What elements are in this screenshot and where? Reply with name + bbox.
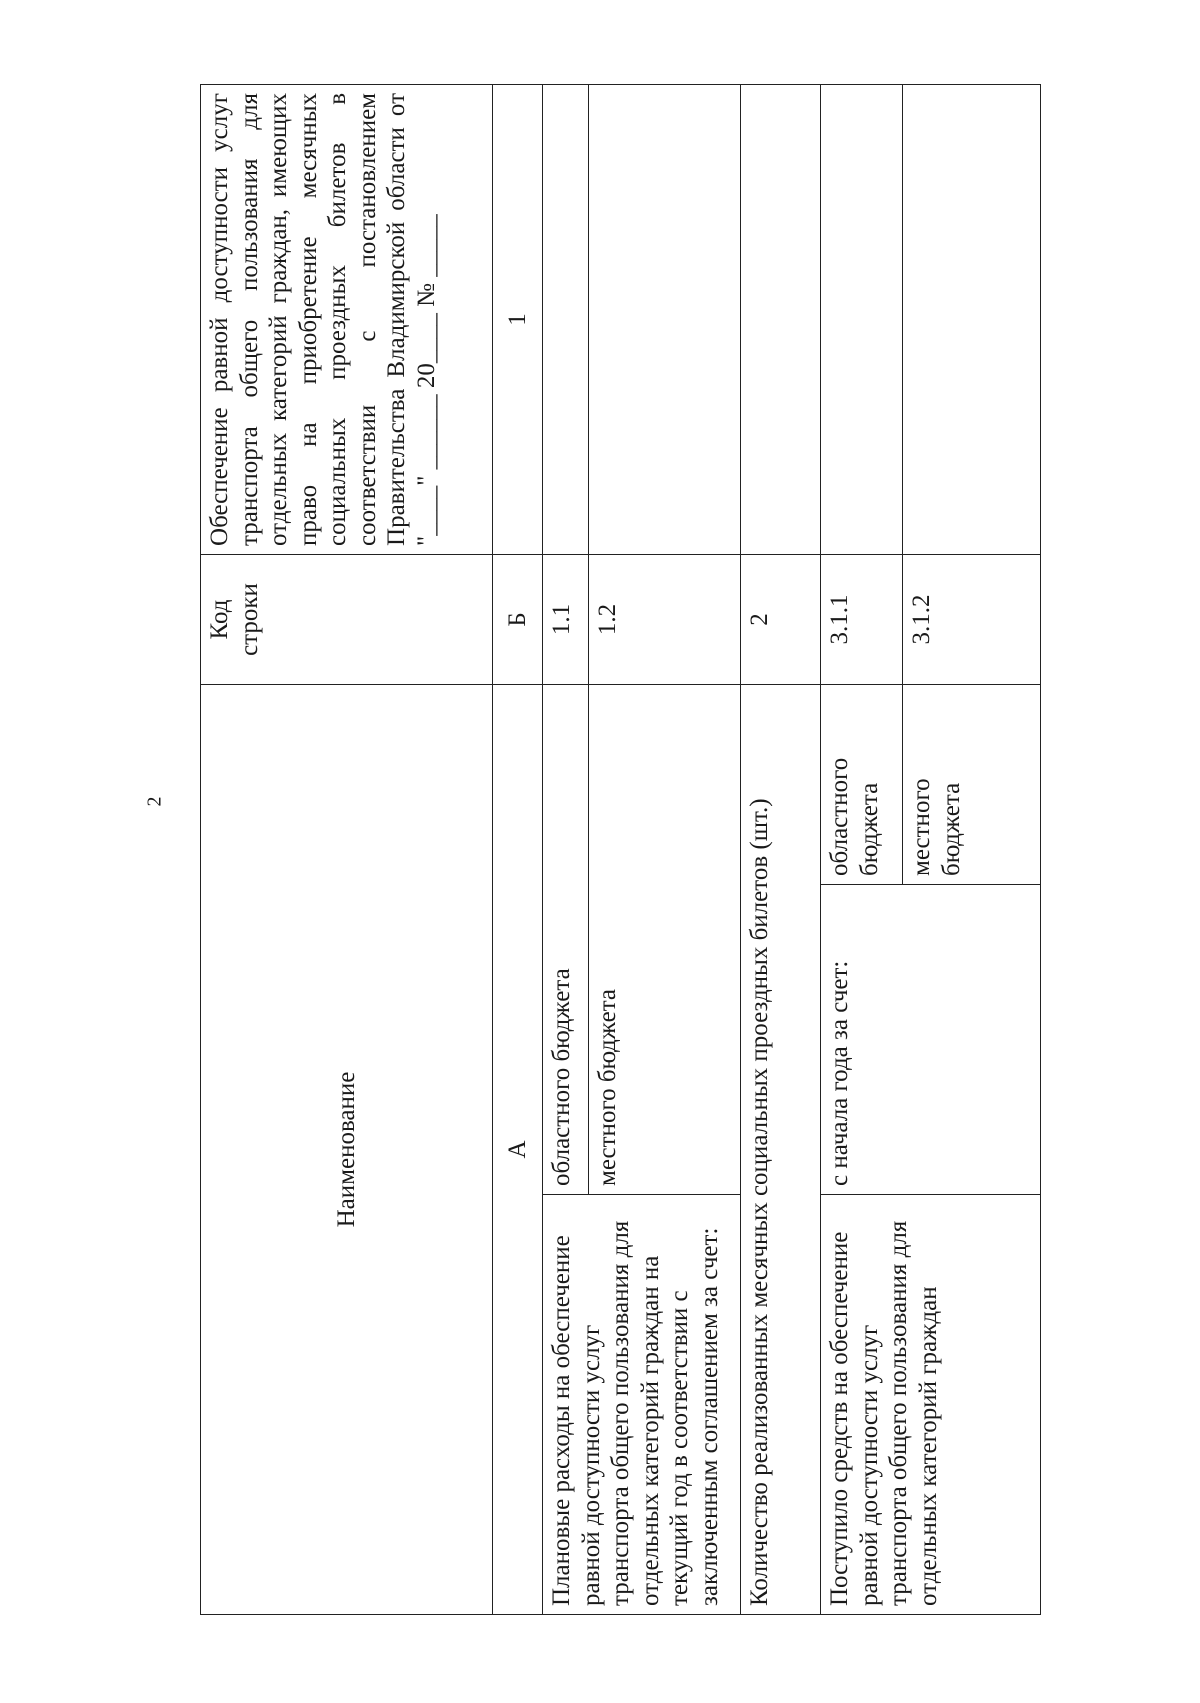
code-1-2: 1.2 xyxy=(589,554,741,684)
value-3-1-1 xyxy=(821,84,903,554)
received-since-start: с начала года за счет: xyxy=(821,885,1041,1195)
value-1-2 xyxy=(589,84,741,554)
received-regional-label: областного бюджета xyxy=(821,684,903,884)
header-column-1: Обеспечение равной доступности услуг транспорта общего пользования для отдельных категорий граждан, имеющих право на приобретение месячных социальных проездных билетов в соответствии с постановлением Правительства Владимирской области от "____" ______ 20____ № _____ xyxy=(201,84,493,554)
value-3-1-2 xyxy=(903,84,1041,554)
value-1-1 xyxy=(543,84,589,554)
letters-row xyxy=(493,84,543,1614)
planned-regional-label: областного бюджета xyxy=(543,684,589,1194)
planned-local-label: местного бюджета xyxy=(589,684,741,1194)
code-3-1-2: 3.1.2 xyxy=(903,554,1041,684)
code-2: 2 xyxy=(741,554,821,684)
header-code: Код строки xyxy=(201,554,493,684)
tickets-label: Количество реализованных месячных социальных проездных билетов (шт.) xyxy=(741,684,821,1614)
planned-label: Плановые расходы на обеспечение равной доступности услуг транспорта общего пользования для отдельных категорий граждан на текущий год в соответствии с заключенным соглашением за счет: xyxy=(543,1195,741,1615)
code-1-1: 1.1 xyxy=(543,554,589,684)
report-table xyxy=(200,84,1041,1615)
report-form-rotated xyxy=(200,85,1040,1615)
value-2 xyxy=(741,84,821,554)
letter-code: Б xyxy=(493,554,543,684)
page-number: 2 xyxy=(143,796,166,807)
received-label: Поступило средств на обеспечение равной доступности услуг транспорта общего пользования для отдельных категорий граждан xyxy=(821,1195,1041,1615)
received-local-label: местного бюджета xyxy=(903,684,1041,884)
row-received-regional xyxy=(821,84,903,1614)
header-name: Наименование xyxy=(201,684,493,1614)
row-tickets xyxy=(741,84,821,1614)
letter-name: А xyxy=(493,684,543,1614)
header-row xyxy=(201,84,493,1614)
letter-col1: 1 xyxy=(493,84,543,554)
code-3-1-1: 3.1.1 xyxy=(821,554,903,684)
row-planned-regional xyxy=(543,84,589,1614)
